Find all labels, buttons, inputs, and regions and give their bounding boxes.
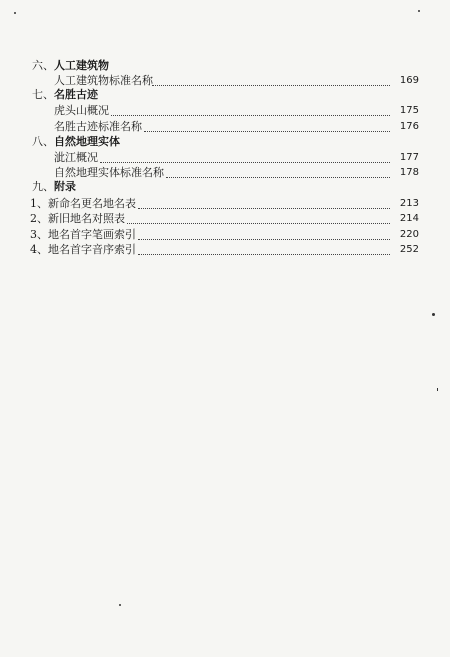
toc-entry[interactable]	[0, 103, 450, 119]
section-number: 八、	[32, 135, 54, 148]
section-heading-8	[0, 134, 450, 150]
entry-title: 名胜古迹标准名称	[54, 120, 142, 133]
page-number: 178	[399, 167, 419, 178]
entry-title: 新命名更名地名表	[48, 197, 136, 210]
item-number: 4、	[30, 243, 48, 256]
item-number: 3、	[30, 228, 48, 241]
dot-leader	[111, 103, 390, 116]
toc-entry[interactable]	[0, 150, 450, 166]
dot-leader	[138, 227, 390, 240]
toc-entry[interactable]	[0, 119, 450, 135]
section-title: 附录	[54, 180, 76, 193]
section-title: 人工建筑物	[54, 59, 109, 72]
toc-entry[interactable]	[0, 211, 450, 227]
item-number: 2、	[30, 212, 48, 225]
section-heading-7	[0, 87, 450, 103]
scan-speck	[14, 12, 16, 14]
dot-leader	[166, 165, 390, 178]
dot-leader	[100, 150, 390, 163]
page-number: 213	[399, 198, 419, 209]
scan-speck	[418, 10, 420, 12]
section-number: 七、	[32, 88, 54, 101]
dot-leader	[144, 119, 390, 132]
entry-title: 自然地理实体标准名称	[54, 166, 164, 179]
page-number: 169	[399, 75, 419, 86]
scan-speck	[437, 388, 438, 391]
section-heading-9	[0, 179, 450, 195]
toc-entry[interactable]	[0, 242, 450, 258]
entry-title: 新旧地名对照表	[48, 212, 125, 225]
section-number: 九、	[32, 180, 54, 193]
entry-title: 虎头山概况	[54, 104, 109, 117]
dot-leader	[127, 211, 390, 224]
dot-leader	[152, 73, 390, 86]
page-number: 177	[399, 152, 419, 163]
section-number: 六、	[32, 59, 54, 72]
page-number: 175	[399, 105, 419, 116]
entry-title: 地名首字音序索引	[48, 243, 136, 256]
toc-entry[interactable]	[0, 196, 450, 212]
page-number: 252	[399, 244, 419, 255]
section-title: 自然地理实体	[54, 135, 120, 148]
scan-speck	[119, 604, 121, 606]
page-number: 220	[399, 229, 419, 240]
entry-title: 人工建筑物标准名称	[54, 74, 153, 87]
section-heading-6	[0, 58, 450, 74]
toc-entry[interactable]	[0, 227, 450, 243]
item-number: 1、	[30, 197, 48, 210]
page-number: 214	[399, 213, 419, 224]
dot-leader	[138, 196, 390, 209]
entry-title: 地名首字笔画索引	[48, 228, 136, 241]
dot-leader	[138, 242, 390, 255]
section-title: 名胜古迹	[54, 88, 98, 101]
entry-title: 泚江概况	[54, 151, 98, 164]
page-number: 176	[399, 121, 419, 132]
scan-speck	[432, 313, 435, 316]
